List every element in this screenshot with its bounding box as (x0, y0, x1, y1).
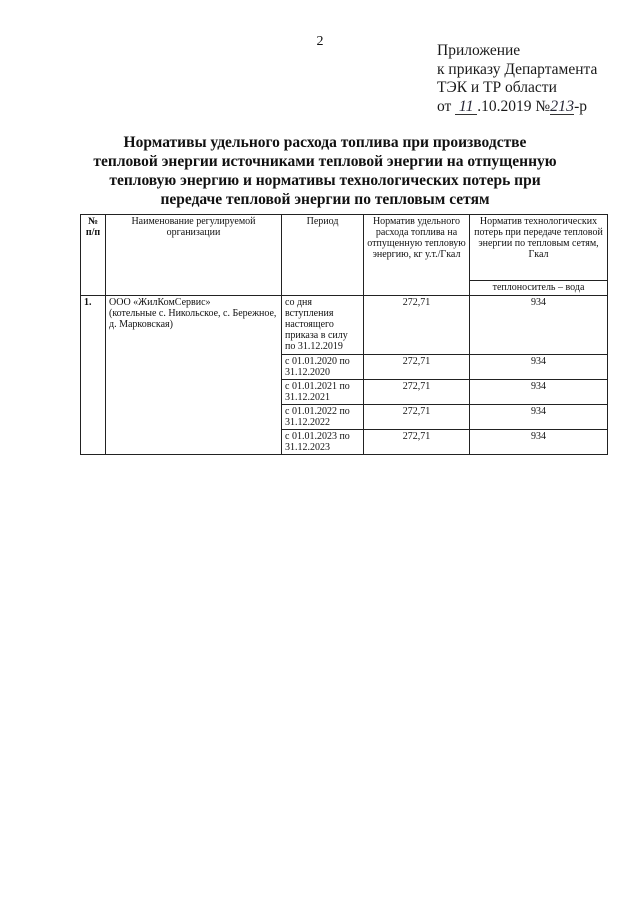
fuel-cell: 272,71 (364, 296, 470, 355)
handwritten-order-number: 213 (550, 97, 575, 115)
org-cell (106, 296, 282, 455)
header-fuel: Норматив удельного расхода топлива на отпущенную тепловую энергию, кг у.т./Гкал (364, 215, 470, 296)
org-details: (котельные с. Никольское, с. Бережное, д. Марковская) (109, 308, 277, 330)
header-loss: Норматив технологических потерь при передаче тепловой энергии по тепловым сетям, Гкал (470, 215, 608, 281)
document-title: Нормативы удельного расхода топлива при производстве тепловой энергии источниками тепловой энергии на отпущенную тепловую энергию и нормативы технологических потерь при передаче тепловой энергии по тепловым сетям (93, 134, 557, 208)
order-suffix: -р (574, 97, 588, 115)
loss-cell: 934 (470, 405, 608, 430)
approval-line-3: ТЭК и ТР области (437, 79, 557, 96)
org-name: ООО «ЖилКомСервис» (109, 297, 211, 308)
approval-date-line (437, 98, 637, 117)
approval-line-1: Приложение (437, 42, 521, 59)
loss-cell: 934 (470, 296, 608, 355)
approval-line-2: к приказу Департамента (437, 60, 598, 78)
period-cell: с 01.01.2023 по 31.12.2023 (282, 430, 364, 455)
header-period: Период (282, 215, 364, 296)
header-loss-sub: теплоноситель – вода (470, 281, 608, 296)
loss-cell: 934 (470, 355, 608, 380)
approval-block (437, 42, 637, 116)
header-org: Наименование регулируемой организации (106, 215, 282, 296)
fuel-cell: 272,71 (364, 380, 470, 405)
org-number: 1. (81, 296, 106, 455)
period-cell: с 01.01.2021 по 31.12.2021 (282, 380, 364, 405)
date-rest: .10.2019 № (477, 97, 551, 115)
norms-table (80, 214, 608, 455)
date-prefix: от (437, 97, 452, 115)
period-cell: с 01.01.2022 по 31.12.2022 (282, 405, 364, 430)
handwritten-day: 11 (455, 100, 477, 115)
page-number: 2 (316, 34, 324, 49)
table-row (81, 296, 608, 355)
fuel-cell: 272,71 (364, 430, 470, 455)
loss-cell: 934 (470, 380, 608, 405)
loss-cell: 934 (470, 430, 608, 455)
period-cell: со дня вступления настоящего приказа в силу по 31.12.2019 (282, 296, 364, 355)
period-cell: с 01.01.2020 по 31.12.2020 (282, 355, 364, 380)
header-num: № п/п (81, 215, 106, 296)
header-row (81, 215, 608, 281)
fuel-cell: 272,71 (364, 355, 470, 380)
fuel-cell: 272,71 (364, 405, 470, 430)
